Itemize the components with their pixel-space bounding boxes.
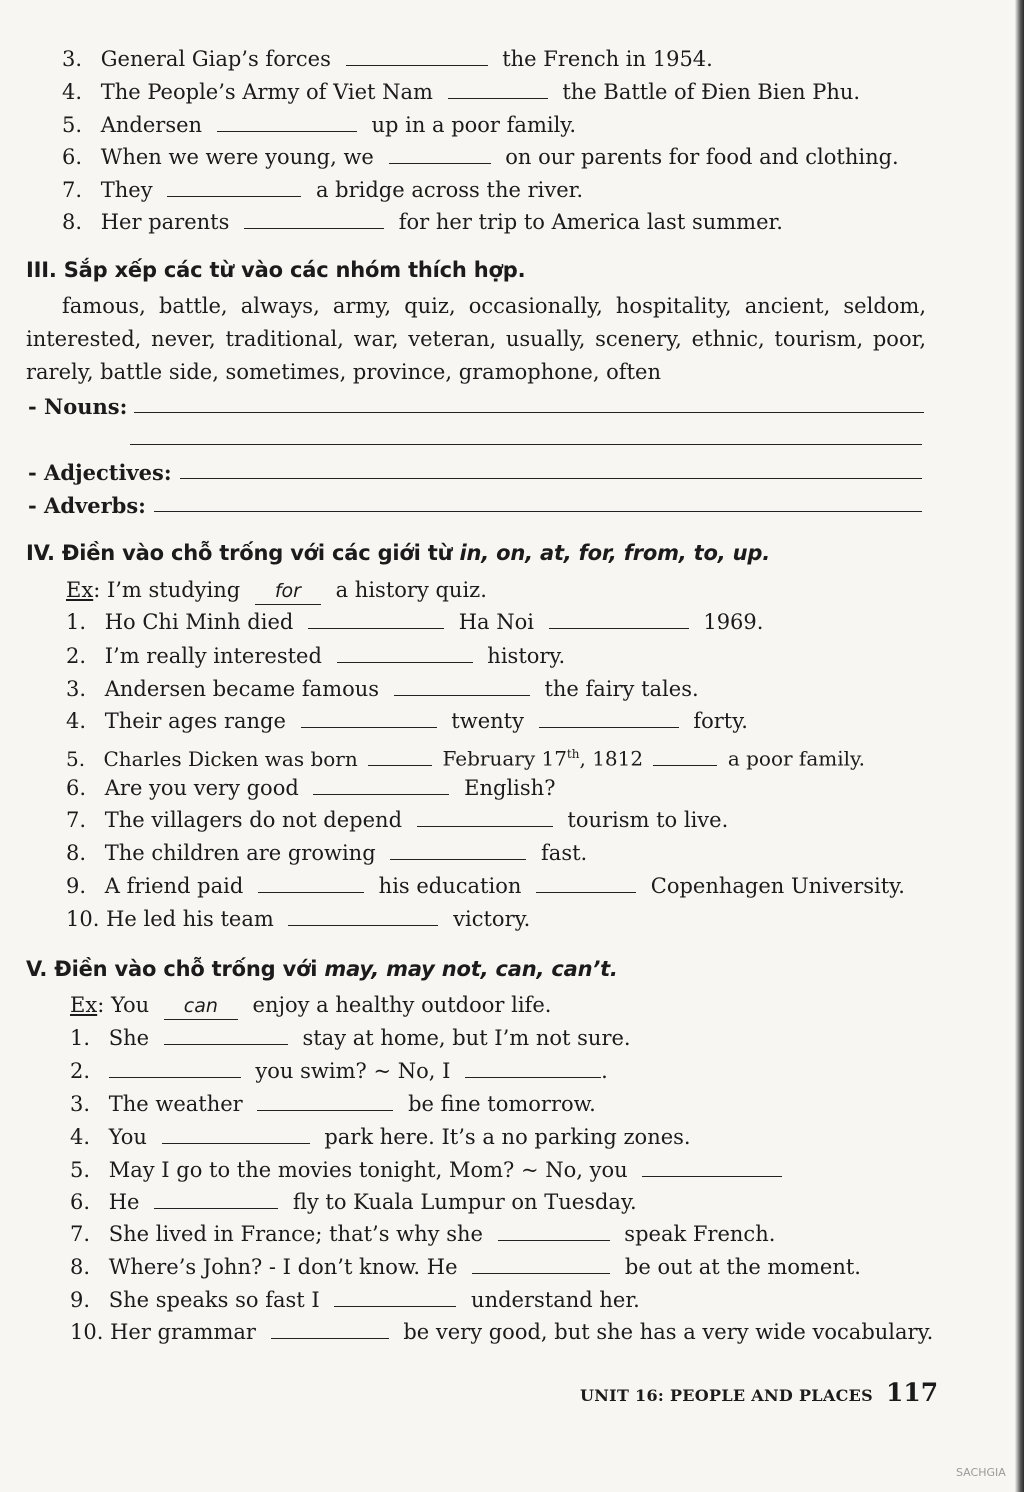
exercise-iv-example: [66, 577, 487, 605]
item-text: Their ages range: [104, 709, 286, 733]
example-text: : I’m studying: [93, 578, 241, 602]
heading-italic-text: may, may not, can, can’t.: [324, 957, 618, 981]
item-text: tourism to live.: [567, 808, 729, 832]
answer-blank[interactable]: [498, 1222, 610, 1241]
item-number: 6.: [62, 145, 83, 169]
item-text: on our parents for food and clothing.: [505, 145, 899, 169]
item-number: 4.: [62, 80, 83, 104]
exercise-iv-item-5: [66, 741, 865, 772]
item-text: a poor family.: [727, 746, 865, 771]
item-text: park here. It’s a no parking zones.: [324, 1125, 691, 1149]
answer-blank[interactable]: [653, 747, 717, 766]
answer-blank[interactable]: [334, 1288, 456, 1307]
adverbs-label: - Adverbs:: [28, 493, 146, 518]
answer-blank[interactable]: [465, 1059, 601, 1078]
item-number: 4.: [66, 709, 87, 733]
item-number: 8.: [62, 210, 83, 234]
item-text: a bridge across the river.: [315, 178, 584, 202]
item-text: Are you very good: [104, 776, 299, 800]
answer-blank[interactable]: [337, 644, 473, 663]
item-text: She: [108, 1026, 150, 1050]
item-text: be very good, but she has a very wide vocabulary.: [403, 1320, 934, 1344]
section-iii-heading: III. Sắp xếp các từ vào các nhóm thích hợp.: [26, 258, 526, 282]
example-text: a history quiz.: [335, 578, 487, 602]
item-text: history.: [487, 644, 566, 668]
answer-blank[interactable]: [288, 907, 438, 926]
item-text: up in a poor family.: [371, 113, 577, 137]
footer-unit-title: UNIT 16: PEOPLE AND PLACES: [580, 1386, 873, 1405]
exercise-v-item-8: [70, 1254, 861, 1280]
answer-blank[interactable]: [642, 1158, 782, 1177]
item-text: Andersen: [100, 113, 203, 137]
item-text: you swim? ~ No, I: [255, 1059, 451, 1083]
item-number: 4.: [70, 1125, 91, 1149]
adjectives-answer-line[interactable]: [180, 478, 922, 479]
item-number: 5.: [66, 746, 86, 771]
answer-blank[interactable]: [109, 1059, 241, 1078]
item-text: Her grammar: [110, 1320, 256, 1344]
exercise-v-item-6: [70, 1189, 637, 1215]
answer-blank[interactable]: [301, 709, 437, 728]
item-text: be fine tomorrow.: [408, 1092, 596, 1116]
exercise-iv-item-2: [66, 643, 565, 669]
nouns-answer-line-2[interactable]: [130, 444, 922, 445]
nouns-label: - Nouns:: [28, 394, 128, 419]
item-text: victory.: [453, 907, 531, 931]
exercise-ii-item-3: [62, 46, 713, 72]
item-text: be out at the moment.: [624, 1255, 861, 1279]
item-number: 7.: [70, 1222, 91, 1246]
watermark: SACHGIA: [956, 1466, 1006, 1479]
section-v-heading: [26, 957, 618, 981]
exercise-v-example: [70, 992, 551, 1020]
answer-blank[interactable]: [389, 145, 491, 164]
example-text: enjoy a healthy outdoor life.: [252, 993, 552, 1017]
exercise-iv-item-4: [66, 708, 748, 734]
item-text: Andersen became famous: [104, 677, 380, 701]
item-text: The children are growing: [104, 841, 376, 865]
item-text: speak French.: [624, 1222, 776, 1246]
item-number: 5.: [62, 113, 83, 137]
answer-blank[interactable]: [167, 178, 301, 197]
answer-blank[interactable]: [308, 610, 444, 629]
exercise-iv-item-9: [66, 873, 905, 899]
exercise-iv-item-7: [66, 807, 728, 833]
item-text: She speaks so fast I: [108, 1288, 320, 1312]
item-text: She lived in France; that’s why she: [108, 1222, 483, 1246]
item-number: 2.: [70, 1059, 91, 1083]
item-text: fast.: [541, 841, 588, 865]
item-number: 9.: [66, 874, 87, 898]
item-text: The weather: [108, 1092, 243, 1116]
item-number: 2.: [66, 644, 87, 668]
answer-blank[interactable]: [536, 874, 636, 893]
exercise-ii-item-7: [62, 177, 583, 203]
answer-blank[interactable]: [154, 1190, 278, 1209]
item-text: stay at home, but I’m not sure.: [302, 1026, 631, 1050]
exercise-iv-item-3: [66, 676, 699, 702]
item-text: You: [108, 1125, 147, 1149]
item-text: May I go to the movies tonight, Mom? ~ No, you: [108, 1158, 628, 1182]
item-text: February 17: [442, 746, 567, 771]
adjectives-label: - Adjectives:: [28, 460, 172, 485]
item-text: Ha Noi: [458, 610, 534, 634]
exercise-ii-item-5: [62, 112, 576, 138]
item-text: the fairy tales.: [544, 677, 699, 701]
answer-blank[interactable]: [539, 709, 679, 728]
exercise-iv-item-1: [66, 609, 763, 635]
exercise-v-item-9: [70, 1287, 640, 1313]
answer-blank[interactable]: [164, 1026, 288, 1045]
exercise-v-item-4: [70, 1124, 691, 1150]
exercise-ii-item-8: [62, 209, 783, 235]
answer-blank[interactable]: [390, 841, 526, 860]
item-text: .: [601, 1059, 608, 1083]
answer-blank[interactable]: [217, 113, 357, 132]
item-text: twenty: [451, 709, 524, 733]
answer-blank[interactable]: [271, 1320, 389, 1339]
item-text: Her parents: [100, 210, 230, 234]
answer-blank[interactable]: [448, 80, 548, 99]
example-label: Ex: [66, 578, 94, 602]
item-number: 10.: [70, 1320, 104, 1344]
item-text: The villagers do not depend: [104, 808, 403, 832]
item-number: 3.: [66, 677, 87, 701]
superscript-text: th: [566, 747, 580, 761]
item-text: General Giap’s forces: [100, 47, 331, 71]
exercise-v-item-2: [70, 1058, 608, 1084]
item-number: 1.: [66, 610, 87, 634]
heading-text: IV. Điền vào chỗ trống với các giới từ: [26, 541, 460, 565]
item-number: 9.: [70, 1288, 91, 1312]
answer-blank[interactable]: [472, 1255, 610, 1274]
item-text: Ho Chi Minh died: [104, 610, 294, 634]
answer-blank[interactable]: [162, 1125, 310, 1144]
exercise-v-item-1: [70, 1025, 631, 1051]
item-text: understand her.: [471, 1288, 640, 1312]
adverbs-answer-line[interactable]: [154, 511, 922, 512]
exercise-iv-item-10: [66, 906, 530, 932]
exercise-ii-item-6: [62, 144, 899, 170]
item-text: Copenhagen University.: [650, 874, 905, 898]
exercise-v-item-10: [70, 1319, 933, 1345]
item-number: 6.: [70, 1190, 91, 1214]
example-answer: can: [164, 993, 238, 1020]
answer-blank[interactable]: [417, 808, 553, 827]
exercise-iv-item-6: [66, 775, 555, 801]
item-number: 5.: [70, 1158, 91, 1182]
answer-blank[interactable]: [368, 747, 432, 766]
page-number: 117: [886, 1378, 939, 1407]
exercise-ii-item-4: [62, 79, 860, 105]
answer-blank[interactable]: [244, 210, 384, 229]
item-number: 8.: [66, 841, 87, 865]
item-text: The People’s Army of Viet Nam: [100, 80, 433, 104]
word-bank-text: famous, battle, always, army, quiz, occasionally, hospitality, ancient, seldom, interested, never, traditional, war, veteran, usually, scenery, ethnic, tourism, poor, rarely, battle side, sometimes, province, gramophone, often: [26, 294, 926, 384]
item-number: 7.: [62, 178, 83, 202]
item-text: When we were young, we: [100, 145, 374, 169]
item-text: 1969.: [703, 610, 764, 634]
nouns-answer-line-1[interactable]: [134, 412, 924, 413]
item-text: I’m really interested: [104, 644, 322, 668]
exercise-v-item-7: [70, 1221, 775, 1247]
item-number: 8.: [70, 1255, 91, 1279]
exercise-iv-item-8: [66, 840, 587, 866]
item-text: English?: [464, 776, 556, 800]
item-text: the Battle of Đien Bien Phu.: [562, 80, 861, 104]
example-answer: for: [255, 578, 321, 605]
exercise-v-item-3: [70, 1091, 596, 1117]
example-text: : You: [97, 993, 150, 1017]
item-text: for her trip to America last summer.: [398, 210, 783, 234]
section-iv-heading: [26, 541, 770, 565]
item-text: Charles Dicken was born: [103, 746, 358, 771]
item-text: A friend paid: [104, 874, 244, 898]
item-text: his education: [378, 874, 522, 898]
heading-italic-text: in, on, at, for, from, to, up.: [459, 541, 770, 565]
item-number: 3.: [70, 1092, 91, 1116]
item-text: fly to Kuala Lumpur on Tuesday.: [292, 1190, 637, 1214]
answer-blank[interactable]: [394, 677, 530, 696]
item-number: 6.: [66, 776, 87, 800]
exercise-v-item-5: [70, 1157, 790, 1183]
page-edge-shadow: [1015, 0, 1024, 1492]
item-text: Where’s John? - I don’t know. He: [108, 1255, 458, 1279]
item-text: the French in 1954.: [502, 47, 713, 71]
item-number: 3.: [62, 47, 83, 71]
item-text: They: [100, 178, 153, 202]
word-bank: [26, 290, 926, 389]
item-text: forty.: [693, 709, 748, 733]
example-label: Ex: [70, 993, 98, 1017]
item-text: He: [108, 1190, 140, 1214]
heading-text: V. Điền vào chỗ trống với: [26, 957, 325, 981]
item-text: , 1812: [579, 746, 644, 771]
answer-blank[interactable]: [346, 47, 488, 66]
item-text: He led his team: [106, 907, 274, 931]
item-number: 7.: [66, 808, 87, 832]
answer-blank[interactable]: [549, 610, 689, 629]
item-number: 10.: [66, 907, 100, 931]
answer-blank[interactable]: [257, 1092, 393, 1111]
answer-blank[interactable]: [258, 874, 364, 893]
answer-blank[interactable]: [313, 776, 449, 795]
item-number: 1.: [70, 1026, 91, 1050]
